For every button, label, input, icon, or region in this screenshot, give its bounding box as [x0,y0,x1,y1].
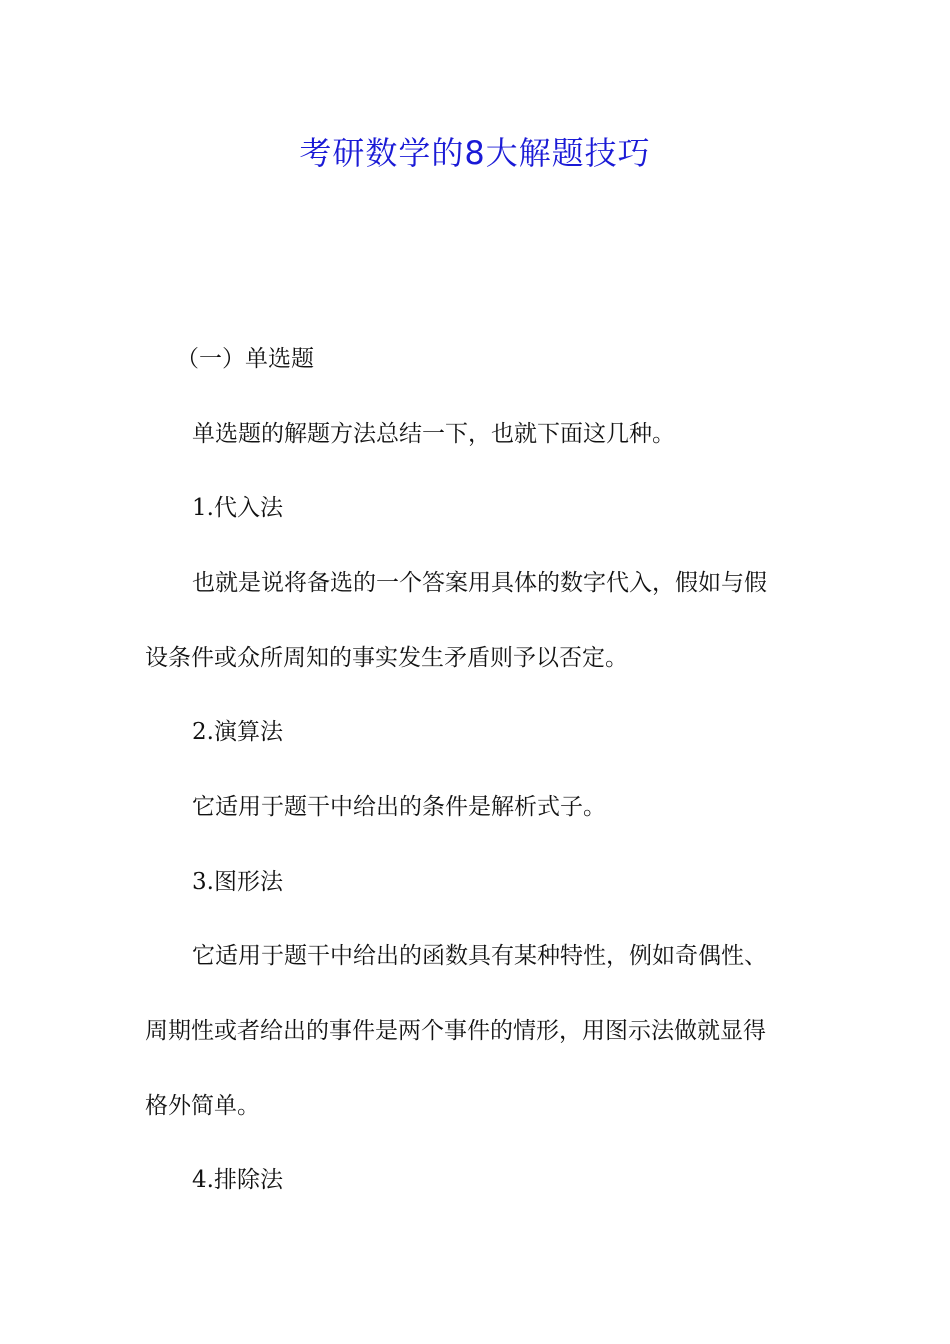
method-heading-4: 4.排除法 [192,1167,283,1193]
method-heading-3: 3.图形法 [192,869,283,895]
method-1-line-2: 设条件或众所周知的事实发生矛盾则予以否定。 [145,645,628,671]
intro-paragraph: 单选题的解题方法总结一下，也就下面这几种。 [192,421,675,447]
method-3-line-1: 它适用于题干中给出的函数具有某种特性，例如奇偶性、 [192,943,767,969]
method-heading-2: 2.演算法 [192,719,283,745]
section-heading: （一）单选题 [176,346,314,372]
method-2-line-1: 它适用于题干中给出的条件是解析式子。 [192,794,606,820]
method-3-line-3: 格外简单。 [145,1093,260,1119]
method-3-line-2: 周期性或者给出的事件是两个事件的情形，用图示法做就显得 [145,1018,766,1044]
method-heading-1: 1.代入法 [192,495,283,521]
page-title: 考研数学的8大解题技巧 [299,134,651,172]
method-1-line-1: 也就是说将备选的一个答案用具体的数字代入，假如与假 [192,570,767,596]
